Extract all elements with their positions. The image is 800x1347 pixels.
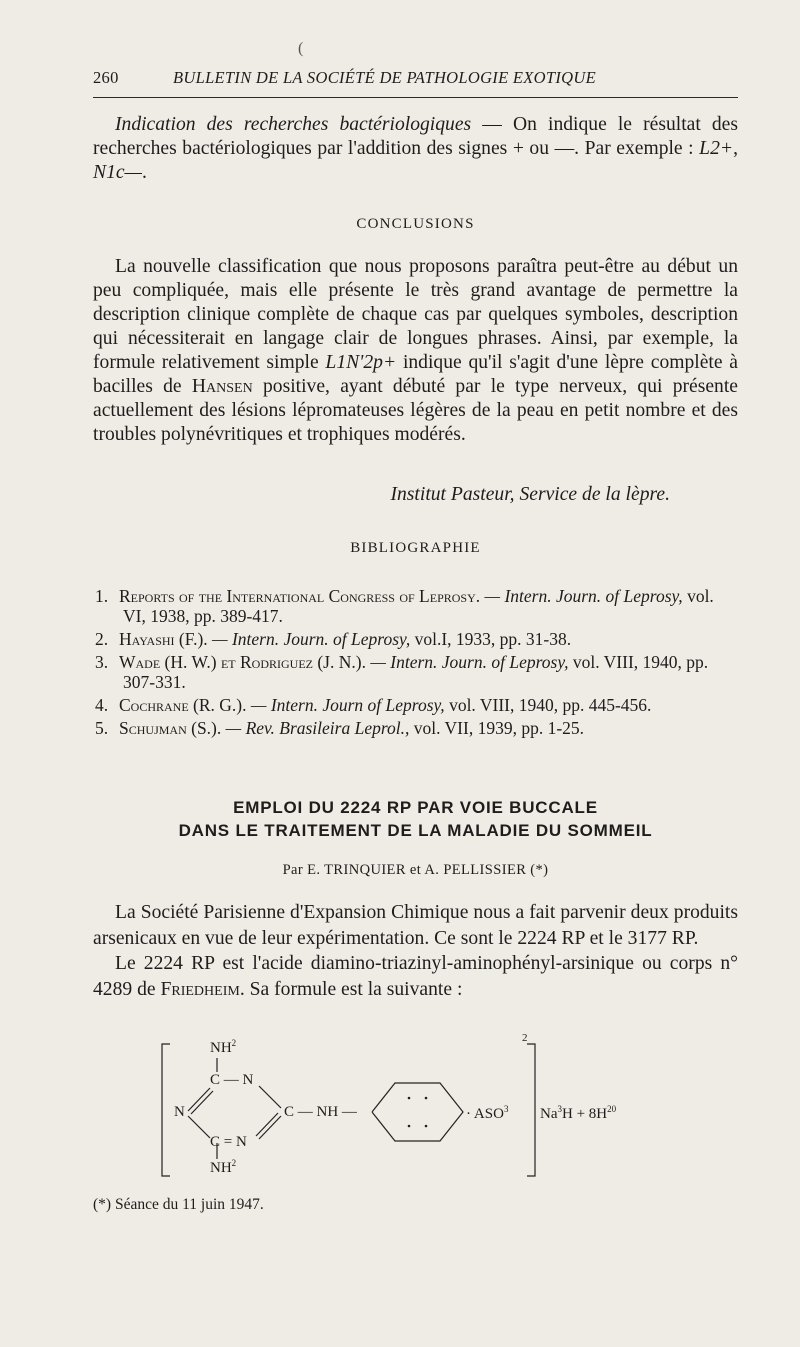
header-rule [93, 97, 738, 98]
article-heading [93, 796, 738, 842]
bibliography-number: 4. [95, 695, 109, 715]
conclusions-body [93, 255, 738, 447]
hansen-name: Hansen [191, 376, 253, 397]
article-paragraph-2: Le 2224 RP est l'acide diamino-triazinyl-aminophényl-arsinique ou corps n° 4289 de Friedheim. Sa formule est la suivante : [93, 953, 738, 1000]
bibliography-author: Reports of the International Congress of Leprosy. [119, 586, 481, 606]
article-body [93, 900, 738, 1002]
journal-title: BULLETIN DE LA SOCIÉTÉ DE PATHOLOGIE EXOTIQUE [173, 68, 596, 87]
page-number: 260 [93, 68, 119, 87]
article-paragraph-1: La Société Parisienne d'Expansion Chimique nous a fait parvenir deux produits arsenicaux en vue de leur expérimentation. Ce sont le 2224 RP et le 3177 RP. [93, 902, 738, 949]
conclusions-section [93, 216, 738, 233]
formula-c-n-bottom: C = N [210, 1134, 247, 1150]
conclusions-title: CONCLUSIONS [356, 216, 475, 232]
bibliography-author: Hayashi (F.). [119, 629, 208, 649]
formula-bracket-index: 2 [522, 1032, 528, 1044]
bibliography-details: vol. VII, 1939, pp. 1-25. [409, 718, 585, 738]
formula-c-nh: C — NH — [284, 1104, 357, 1120]
footnote: (*) Séance du 11 juin 1947. [93, 1196, 264, 1213]
institution-line [93, 484, 738, 506]
bibliography-entry [93, 586, 738, 626]
conclusions-paragraph: La nouvelle classification que nous proposons paraîtra peut-être au début un peu compliquée, mais elle présente le très grand avantage de permettre la description clinique complète de chaque cas par quelques symboles, description qui nécessiterait en langage clair de longues phrases. Ainsi, par exemple, la formule relativement simple L1N'2p+ indique qu'il s'agit d'une lèpre complète à bacilles de Hansen positive, ayant débuté par le type nerveux, qui présente actuellement des lésions lépromateuses légères de la peau en petit nombre et des troubles polynévritiques et trophiques modérés. [93, 256, 738, 445]
formula-n-left: N [174, 1104, 185, 1120]
bibliography-items [93, 586, 738, 738]
bibliography-details: vol. VIII, 1940, pp. 307-331. [123, 652, 709, 692]
bibliography-details: vol. VI, 1938, pp. 389-417. [123, 586, 714, 626]
bibliography-title: BIBLIOGRAPHIE [350, 540, 481, 556]
bibliography-author: Schujman (S.). [119, 718, 222, 738]
bibliography-journal: — Intern. Journ. of Leprosy, [207, 629, 411, 649]
page-mark: ( [298, 40, 304, 57]
authors-line [93, 862, 738, 879]
institution: Institut Pasteur, Service de la lèpre. [390, 484, 670, 505]
example-1: L2+ [699, 138, 734, 159]
bibliography-author: Cochrane (R. G.). [119, 695, 247, 715]
example-2: N1c— [93, 162, 142, 183]
bibliography-list [93, 586, 738, 741]
bibliography-number: 3. [95, 652, 109, 672]
friedheim-name: Friedheim [160, 978, 240, 1000]
bibliography-section [93, 540, 738, 557]
bibliography-number: 5. [95, 718, 109, 738]
bibliography-journal: — Intern. Journ of Leprosy, [246, 695, 445, 715]
article-title-line1: EMPLOI DU 2224 RP PAR VOIE BUCCALE [233, 798, 598, 817]
bibliography-number: 1. [95, 586, 109, 606]
bibliography-entry [93, 695, 738, 715]
bibliography-journal: — Rev. Brasileira Leprol., [221, 718, 410, 738]
formula-nh2-top: $NH^2$ [210, 1038, 237, 1056]
bibliography-details: vol. VIII, 1940, pp. 445-456. [444, 695, 652, 715]
running-header [93, 68, 738, 88]
bibliography-entry [93, 629, 738, 649]
bibliography-entry [93, 718, 738, 738]
bibliography-number: 2. [95, 629, 109, 649]
formula-c-n-top: C — N [210, 1072, 254, 1088]
bibliography-journal: — Intern. Journ. of Leprosy, [480, 586, 683, 606]
bibliography-details: vol.I, 1933, pp. 31-38. [410, 629, 572, 649]
indication-section [93, 113, 738, 185]
bibliography-journal: — Intern. Journ. of Leprosy, [365, 652, 569, 672]
formula-inline: L1N'2p+ [325, 352, 397, 373]
formula-nh2-bottom: $NH^2$ [210, 1158, 237, 1176]
formula-salt: $Na^3H + 8H^{20}$ [540, 1104, 617, 1122]
indication-label: Indication des recherches bactériologiques [115, 114, 472, 135]
article-authors: Par E. TRINQUIER et A. PELLISSIER (*) [282, 862, 549, 878]
indication-paragraph: Indication des recherches bactériologiques — On indique le résultat des recherches bactériologiques par l'addition des signes + ou —. Par exemple : L2+, N1c—. [93, 114, 738, 183]
article-title-line2: DANS LE TRAITEMENT DE LA MALADIE DU SOMMEIL [178, 821, 653, 840]
formula-aso3: · $ASO^3$ [466, 1104, 509, 1122]
chemical-formula [160, 1032, 680, 1186]
bibliography-entry [93, 652, 738, 692]
bibliography-author: Wade (H. W.) et Rodriguez (J. N.). [119, 652, 366, 672]
